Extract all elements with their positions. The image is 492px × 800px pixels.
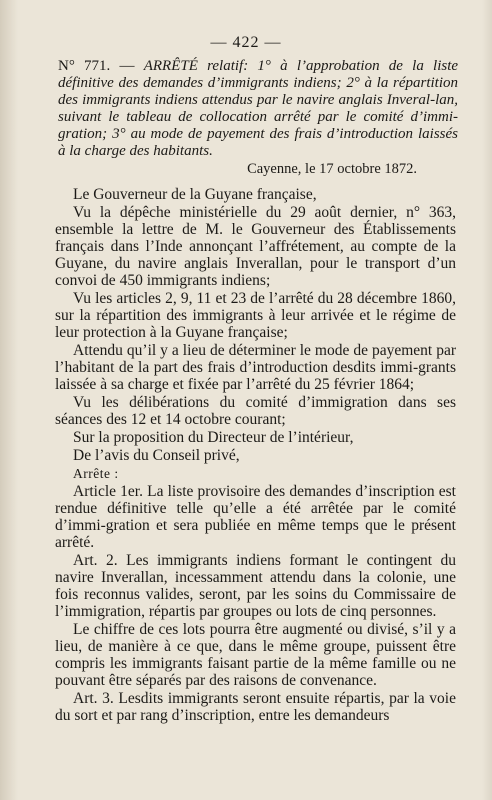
article-3: Art. 3. Lesdits immigrants seront ensuite répartis, par la voie du sort et par rang d’inscription, entre les demandeurs <box>55 690 456 724</box>
decree-number: N° 771. <box>58 58 111 74</box>
arrete-heading: Arrête : <box>73 466 119 481</box>
paragraph: Attendu qu’il y a lieu de déterminer le mode de payement par l’habitant de la part des frais d’introduction desdits immi-grants laissée à sa charge et fixée par l’arrêté du 25 février 1864; <box>55 342 456 393</box>
paragraph: Vu la dépêche ministérielle du 29 août dernier, n° 363, ensemble la lettre de M. le Gouverneur des Établissements français dans l’Inde annonçant l’affrétement, au compte de la Guyane, du navire anglais Inverallan, pour le transport d’un convoi de 450 immigrants indiens; <box>55 204 456 289</box>
dateline: Cayenne, le 17 octobre 1872. <box>247 161 417 177</box>
page-edge-shadow <box>482 0 492 800</box>
paragraph: Sur la proposition du Directeur de l’intérieur, <box>73 429 354 446</box>
opening-line: Le Gouverneur de la Guyane française, <box>73 186 317 203</box>
paragraph: De l’avis du Conseil privé, <box>73 447 240 464</box>
decree-body <box>55 186 456 725</box>
paragraph: Vu les articles 2, 9, 11 et 23 de l’arrêté du 28 décembre 1860, sur la répartition des immigrants à leur arrivée et le régime de leur protection à la Guyane française; <box>55 290 456 341</box>
decree-title-prefix: ARRÊTÉ <box>143 58 198 74</box>
paragraph: Vu les délibérations du comité d’immigration dans ses séances des 12 et 14 octobre courant; <box>55 394 456 428</box>
page-gutter-shadow <box>0 0 18 800</box>
article-1: Article 1er. La liste provisoire des demandes d’inscription est rendue définitive telle qu’elle a été arrêtée par le comité d’immi-gration et sera publiée en même temps que le présent arrêté. <box>55 483 456 551</box>
article-2: Art. 2. Les immigrants indiens formant le contingent du navire Inverallan, incessamment attendu dans la colonie, une fois reconnus valides, seront, par les soins du Commissaire de l’immigration, répartis par groupes ou lots de cinq personnes. <box>55 552 456 620</box>
header-dash: — <box>119 58 135 74</box>
page-number: — 422 — <box>210 34 282 51</box>
paragraph: Le chiffre de ces lots pourra être augmenté ou divisé, s’il y a lieu, de manière à ce que, dans le même groupe, puissent être compris les immigrants faisant partie de la même famille ou ne pouvant être séparés par des raisons de convenance. <box>55 621 456 689</box>
decree-header <box>58 58 458 160</box>
decree-title: relatif: 1° à l’approbation de la liste définitive des demandes d’immigrants indiens; 2° à la répartition des immigrants indiens attendus par le navire anglais Inveral-lan, suivant le tableau de collocation arrêté par le comité d’immi-gration; 3° au mode de payement des frais d’introduction laissés à la charge des habitants. <box>58 58 459 159</box>
